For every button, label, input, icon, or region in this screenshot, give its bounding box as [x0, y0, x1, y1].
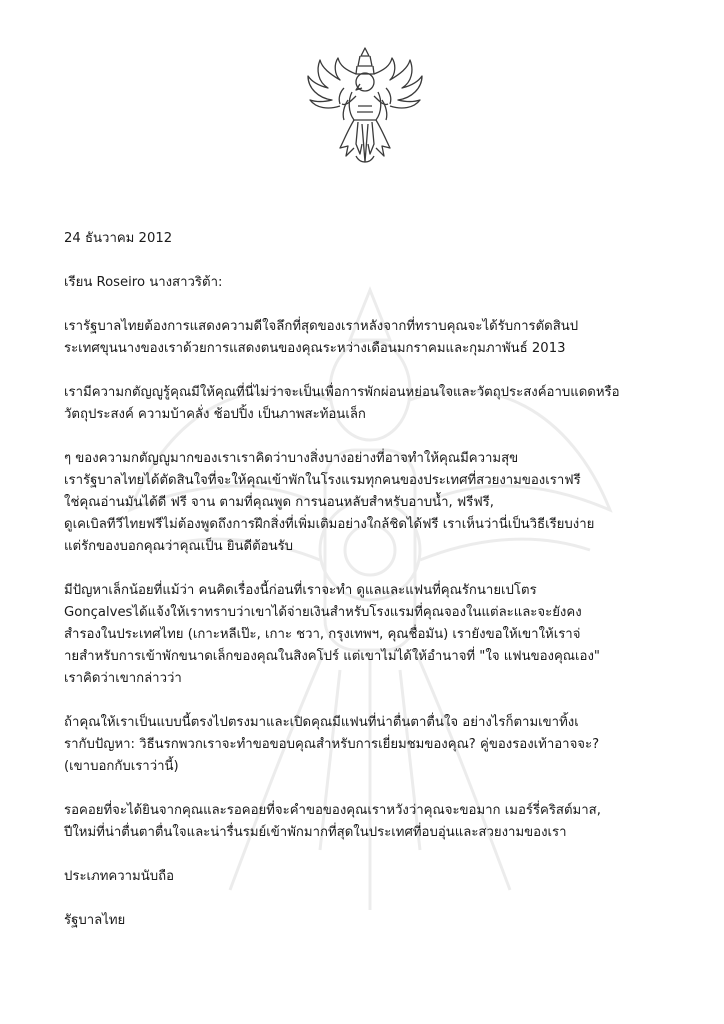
- text-line: ปีใหม่ที่น่าตื่นตาตื่นใจและน่ารื่นรมย์เข้าพักมากที่สุดในประเทศที่อบอุ่นและสวยงามของเรา: [64, 825, 567, 840]
- text-line: ๆ ของความกตัญญูมากของเราเราคิดว่าบางสิ่งบางอย่างที่อาจทำให้คุณมีความสุข: [64, 451, 519, 466]
- paragraph-3: [64, 448, 684, 558]
- text-line: วัตถุประสงค์ ความบ้าคลั่ง ช้อปปิ้ง เป็นภาพสะท้อนเล็ก: [64, 407, 366, 422]
- text-line: ถ้าคุณให้เราเป็นแบบนี้ตรงไปตรงมาและเปิดคุณมีแฟนที่น่าตื่นตาตื่นใจ อย่างไรก็ตามเขาทิ้งเ: [64, 715, 579, 730]
- text-line: เรารัฐบาลไทยต้องการแสดงความดีใจลึกที่สุดของเราหลังจากที่ทราบคุณจะได้รับการตัดสินป: [64, 319, 579, 334]
- text-line: (เขาบอกกับเราว่านี้): [64, 759, 179, 774]
- text-line: Gonçalvesได้แจ้งให้เราทราบว่าเขาได้จ่ายเงินสำหรับโรงแรมที่คุณจองในแต่ละและจะยังคง: [64, 605, 582, 620]
- letter-body: [64, 228, 684, 932]
- letter-salutation: เรียน Roseiro นางสาวริต้า:: [64, 275, 223, 290]
- text-line: มีปัญหาเล็กน้อยที่แม้ว่า คนคิดเรื่องนี้ก่อนที่เราจะทำ ดูแลและแฟนที่คุณรักนายเปโตร: [64, 583, 537, 598]
- paragraph-1: [64, 316, 684, 360]
- letter-date: 24 ธันวาคม 2012: [64, 231, 173, 246]
- text-line: ายสำหรับการเข้าพักขนาดเล็กของคุณในสิงคโปร์ แต่เขาไม่ได้ให้อำนาจที่ "ใจ แฟนของคุณเอง": [64, 649, 600, 664]
- paragraph-6: [64, 800, 684, 844]
- text-line: รากับปัญหา: วิธีนรกพวกเราจะทำขอขอบคุณสำหรับการเยี่ยมชมของคุณ? คู่ของรองเท้าอาจจะ?: [64, 737, 600, 752]
- text-line: สำรองในประเทศไทย (เกาะหลีเป๊ะ, เกาะ ชวา, กรุงเทพฯ, คุณชื่อมัน) เรายังขอให้เขาให้เราจ่: [64, 627, 581, 642]
- text-line: ดูเคเบิลทีวีไทยฟรีไม่ต้องพูดถึงการฝึกสิ่งที่เพิ่มเติมอย่างใกล้ชิดได้ฟรี เราเห็นว่านี่เป็นวิธีเรียบง่าย: [64, 517, 595, 532]
- letter-closing: ประเภทความนับถือ: [64, 869, 175, 884]
- text-line: เรามีความกตัญญูรู้คุณมีให้คุณที่นี่ไม่ว่าจะเป็นเพื่อการพักผ่อนหย่อนใจและวัตถุประสงค์อาบแดดหรือ: [64, 385, 620, 400]
- text-line: เราคิดว่าเขากล่าวว่า: [64, 671, 182, 686]
- text-line: รอคอยที่จะได้ยินจากคุณและรอคอยที่จะคำขอของคุณเราหวังว่าคุณจะขอมาก เมอร์รี่คริสต์มาส,: [64, 803, 601, 818]
- text-line: แต่รักของบอกคุณว่าคุณเป็น ยินดีต้อนรับ: [64, 539, 294, 554]
- paragraph-5: [64, 712, 684, 778]
- paragraph-4: [64, 580, 684, 690]
- paragraph-2: [64, 382, 684, 426]
- text-line: เรารัฐบาลไทยได้ตัดสินใจที่จะให้คุณเข้าพักในโรงแรมทุกคนของประเทศที่สวยงามของเราฟรี: [64, 473, 581, 488]
- text-line: ระเทศขุนนางของเราด้วยการแสดงตนของคุณระหว่างเดือนมกราคมและกุมภาพันธ์ 2013: [64, 341, 566, 356]
- garuda-emblem-icon: [300, 44, 430, 174]
- letter-signature: รัฐบาลไทย: [64, 913, 126, 928]
- text-line: ใช่คุณอ่านมันได้ดี ฟรี จาน ตามที่คุณพูด การนอนหลับสำหรับอาบน้ำ, ฟรีฟรี,: [64, 495, 494, 510]
